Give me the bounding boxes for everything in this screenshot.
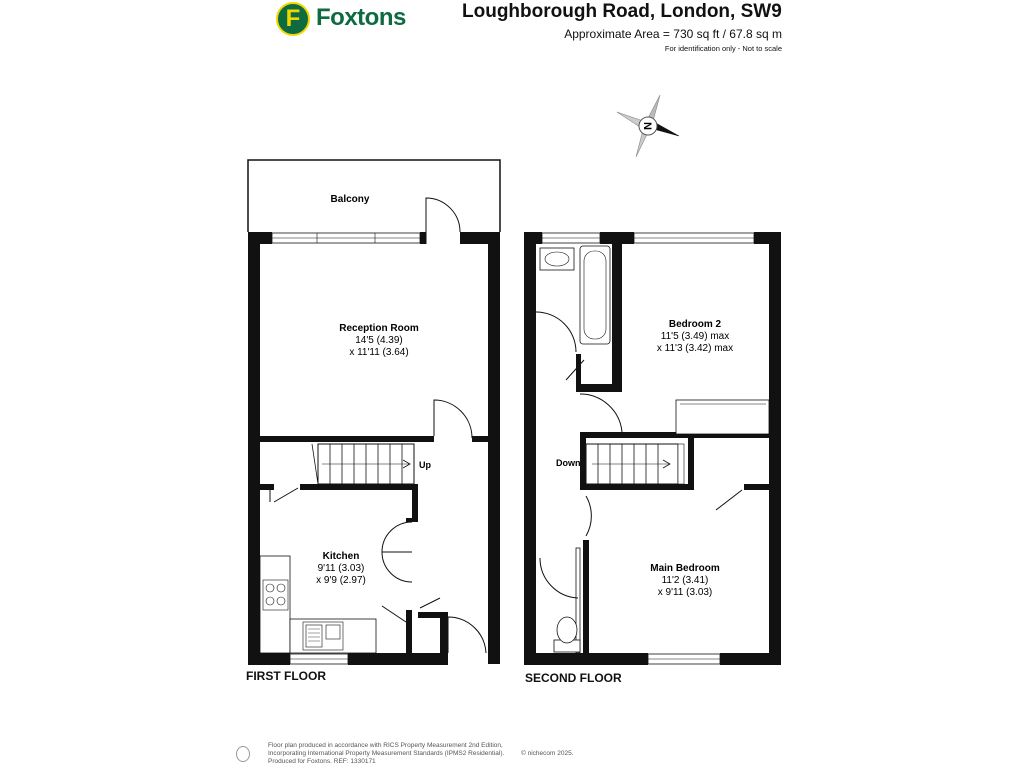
- main-bedroom-dim-2: x 9'11 (3.03): [657, 587, 713, 598]
- bedroom-2-label: Bedroom 2: [668, 319, 722, 330]
- footer-notes: [268, 742, 504, 766]
- property-title: Loughborough Road, London, SW9: [462, 1, 782, 22]
- footer-copyright: © nichecom 2025.: [521, 750, 574, 757]
- main-bedroom-dim-1: 11'2 (3.41): [661, 575, 709, 586]
- stairs-down-label: Down: [556, 458, 581, 468]
- reception-room-label: Reception Room: [339, 323, 419, 334]
- reception-room-dim-1: 14'5 (4.39): [355, 335, 403, 346]
- rics-badge-icon: [236, 746, 250, 762]
- first-floor-plan: [248, 160, 500, 665]
- compass-north-letter: N: [641, 122, 653, 130]
- brand-name: Foxtons: [316, 4, 406, 31]
- footer-line-3: Produced for Foxtons. REF: 1330171: [268, 758, 376, 765]
- main-bedroom-label: Main Bedroom: [650, 563, 720, 574]
- compass-icon: [617, 95, 679, 157]
- kitchen-label: Kitchen: [322, 551, 360, 562]
- stairs-up-label: Up: [419, 460, 431, 470]
- bedroom-2-dim-2: x 11'3 (3.42) max: [656, 343, 734, 354]
- foxtons-logo-icon: F: [276, 2, 310, 36]
- second-floor-plan: [524, 232, 781, 665]
- balcony-label: Balcony: [330, 194, 370, 205]
- bedroom-2-dim-1: 11'5 (3.49) max: [660, 331, 730, 342]
- kitchen-dim-1: 9'11 (3.03): [317, 563, 365, 574]
- kitchen-dim-2: x 9'9 (2.97): [316, 575, 366, 586]
- identification-note: For identification only - Not to scale: [664, 44, 782, 53]
- reception-room-dim-2: x 11'11 (3.64): [349, 347, 409, 358]
- footer-line-2: Incorporating International Property Measurement Standards (IPMS2 Residential).: [268, 750, 505, 757]
- footer-line-1: Floor plan produced in accordance with RICS Property Measurement 2nd Edition,: [268, 742, 503, 749]
- second-floor-label: SECOND FLOOR: [525, 671, 622, 685]
- approximate-area: Approximate Area = 730 sq ft / 67.8 sq m: [564, 27, 782, 41]
- first-floor-label: FIRST FLOOR: [246, 669, 326, 683]
